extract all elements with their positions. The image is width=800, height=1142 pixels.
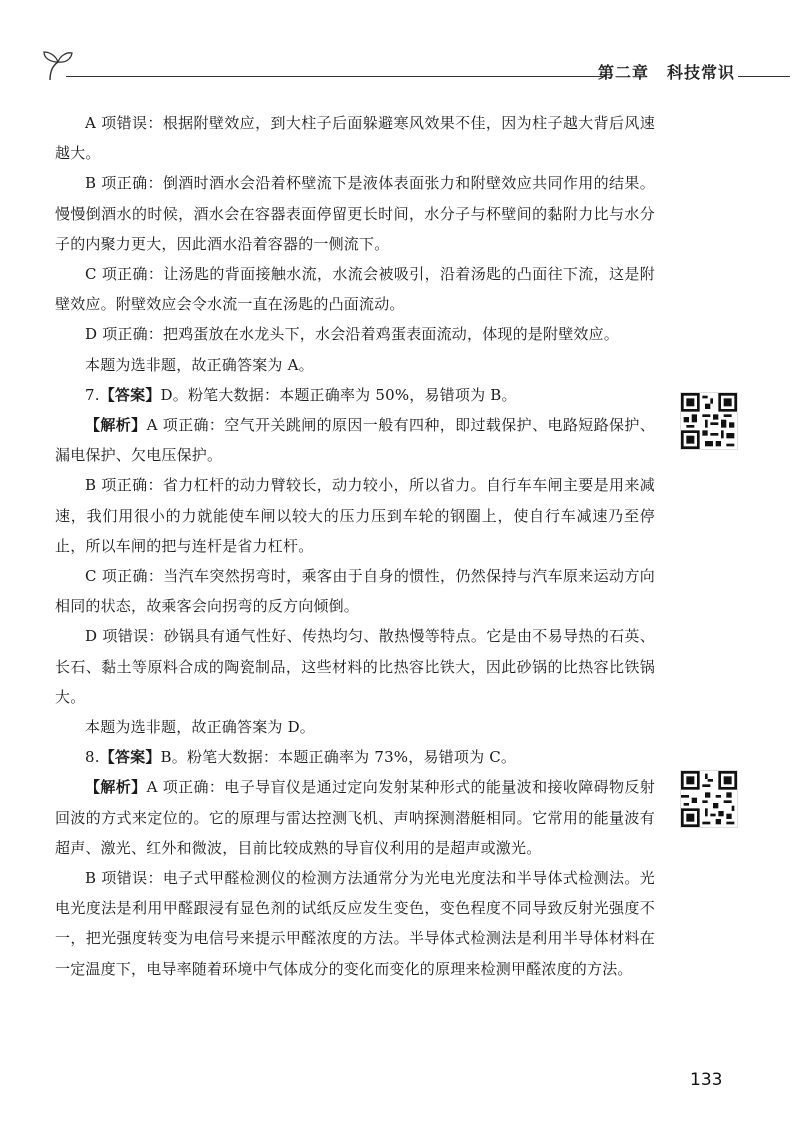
qr-code-graphic (681, 771, 737, 827)
qr-code-icon[interactable] (680, 392, 738, 450)
header-title (598, 60, 753, 83)
paragraph: B 项错误：电子式甲醛检测仪的检测方法通常分为光电光度法和半导体式检测法。光电光度法是利用甲醛跟浸有显色剂的试纸反应发生变色，变色程度不同导致反射光强度不一，把光强度转变为电信号来提示甲醛浓度的方法。半导体式检测法是利用半导体材料在一定温度下，电导率随着环境中气体成分的变化而变化的原理来检测甲醛浓度的方法。 (55, 869, 655, 978)
paragraph: C 项正确：当汽车突然拐弯时，乘客由于自身的惯性，仍然保持与汽车原来运动方向相同的状态，故乘客会向拐弯的反方向倾倒。 (55, 567, 655, 616)
qr-code-icon[interactable] (680, 770, 738, 828)
sprout-icon (40, 50, 84, 84)
header-rule-right (738, 76, 790, 77)
paragraph: B 项正确：倒酒时酒水会沿着杯壁流下是液体表面张力和附壁效应共同作用的结果。慢慢倒酒水的时候，酒水会在容器表面停留更长时间，水分子与杯壁间的黏附力比与水分子的内聚力更大，因此酒水沿着容器的一侧流下。 (55, 174, 655, 253)
page-number: 133 (690, 1070, 723, 1090)
chapter-label: 第二章 (598, 63, 650, 82)
analysis-tag: 【解析】 (85, 778, 147, 797)
answer-tag: 【答案】 (99, 748, 161, 767)
paragraph: C 项正确：让汤匙的背面接触水流，水流会被吸引，沿着汤匙的凸面往下流，这是附壁效应。附壁效应会令水流一直在汤匙的凸面流动。 (55, 265, 655, 314)
answer-line-8: 8.【答案】B。粉笔大数据：本题正确率为 73%，易错项为 C。 (85, 748, 517, 767)
analysis-paragraph: 【解析】A 项正确：空气开关跳闸的原因一般有四种，即过载保护、电路短路保护、漏电保护、欠电压保护。 (55, 416, 655, 465)
paragraph: A 项错误：根据附壁效应，到大柱子后面躲避寒风效果不佳，因为柱子越大背后风速越大。 (55, 114, 655, 163)
paragraph: D 项正确：把鸡蛋放在水龙头下，水会沿着鸡蛋表面流动，体现的是附壁效应。 (85, 325, 619, 344)
paragraph: D 项错误：砂锅具有通气性好、传热均匀、散热慢等特点。它是由不易导热的石英、长石、黏土等原料合成的陶瓷制品，这些材料的比热容比铁大，因此砂锅的比热容比铁锅大。 (55, 627, 655, 706)
paragraph: B 项正确：省力杠杆的动力臂较长，动力较小，所以省力。自行车车闸主要是用来减速，我们用很小的力就能使车闸以较大的压力压到车轮的钢圈上，使自行车减速乃至停止，所以车闸的把与连杆是省力杠杆。 (55, 476, 655, 555)
paragraph: 本题为选非题，故正确答案为 A。 (85, 355, 314, 374)
answer-line-7: 7.【答案】D。粉笔大数据：本题正确率为 50%，易错项为 B。 (85, 385, 517, 404)
section-label: 科技常识 (667, 63, 736, 82)
running-header (40, 50, 790, 90)
analysis-tag: 【解析】 (85, 416, 147, 435)
analysis-paragraph: 【解析】A 项正确：电子导盲仪是通过定向发射某种形式的能量波和接收障碍物反射回波的方式来定位的。它的原理与雷达控测飞机、声呐探测潜艇相同。它常用的能量波有超声、激光、红外和微波，目前比较成熟的导盲仪利用的是超声或激光。 (55, 778, 655, 857)
qr-code-graphic (681, 393, 737, 449)
header-rule-left (66, 76, 606, 77)
answer-tag: 【答案】 (99, 385, 161, 404)
body-text (55, 108, 655, 984)
paragraph: 本题为选非题，故正确答案为 D。 (85, 718, 315, 737)
